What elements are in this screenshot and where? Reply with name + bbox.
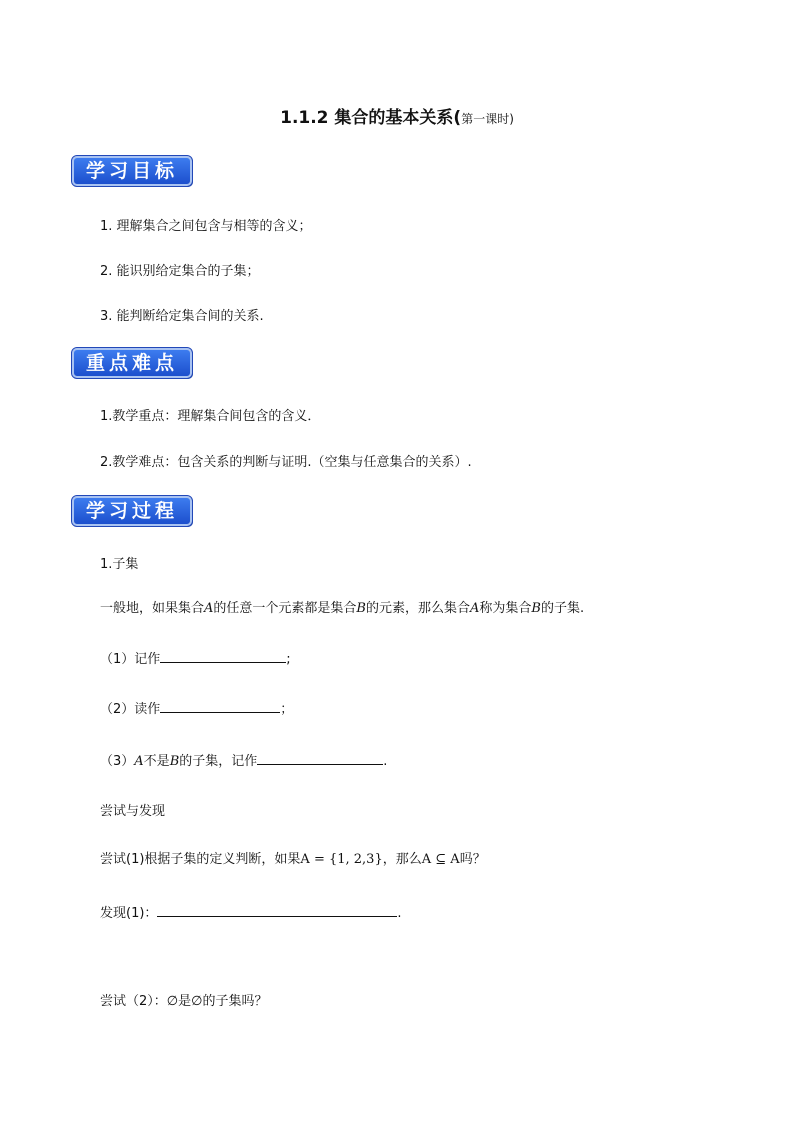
- try-text: ，那么: [382, 852, 422, 867]
- title-main: 1.1.2 集合的基本关系(: [280, 108, 462, 128]
- definition-text-5: 的子集.: [540, 601, 585, 616]
- try-text: 尝试(1)根据子集的定义判断，如果: [100, 852, 301, 867]
- set-a-symbol: A: [204, 601, 214, 616]
- fill-label: （2）读作: [100, 702, 161, 717]
- section-heading-goals: 学习目标: [72, 156, 192, 186]
- answer-blank[interactable]: [160, 700, 280, 713]
- fill-end: ;: [286, 652, 291, 667]
- empty-set-symbol: ∅: [191, 994, 203, 1009]
- try-heading: 尝试与发现: [100, 804, 166, 819]
- discover-label: 发现(1)：: [100, 906, 158, 921]
- set-expression: A = {1, 2,3}: [300, 852, 383, 867]
- discover-end: .: [397, 906, 402, 921]
- empty-set-symbol: ∅: [166, 994, 179, 1009]
- try-1: [100, 848, 486, 867]
- try-text: 的子集吗？: [202, 994, 268, 1009]
- fill-end: ；: [280, 702, 294, 717]
- section-heading-process: 学习过程: [72, 496, 192, 526]
- goal-item-1: 1. 理解集合之间包含与相等的含义；: [100, 219, 312, 234]
- key-point-1: 1.教学重点：理解集合间包含的含义．: [100, 409, 321, 424]
- fill-item-not-subset: [100, 750, 387, 769]
- fill-item-notation: [100, 648, 291, 667]
- try-text: 是: [178, 994, 192, 1009]
- set-a-symbol: A: [470, 601, 480, 616]
- fill-prefix: （3）: [100, 754, 135, 769]
- title-sub: 第一课时): [461, 112, 514, 126]
- goal-item-2: 2. 能识别给定集合的子集；: [100, 264, 260, 279]
- fill-end: .: [383, 754, 388, 769]
- definition-text-1: 一般地，如果集合: [100, 601, 205, 616]
- subset-title: 1.子集: [100, 557, 139, 572]
- discover-1: [100, 902, 402, 921]
- definition-text-2: 的任意一个元素都是集合: [213, 601, 357, 616]
- definition-text-3: 的元素，那么集合: [365, 601, 470, 616]
- goal-item-3: 3. 能判断给定集合间的关系.: [100, 309, 264, 324]
- set-b-symbol: B: [169, 754, 180, 769]
- try-2: [100, 990, 267, 1009]
- section-heading-key-points: 重点难点: [72, 348, 192, 378]
- subset-definition: [100, 597, 584, 616]
- try-text: 尝试（2）：: [100, 994, 167, 1009]
- subset-expression: A ⊆ A: [421, 852, 460, 867]
- page-title: [0, 103, 794, 128]
- key-point-2: 2.教学难点：包含关系的判断与证明.（空集与任意集合的关系）.: [100, 455, 472, 470]
- answer-blank[interactable]: [160, 650, 286, 663]
- fill-item-reading: [100, 698, 293, 717]
- fill-label: （1）记作: [100, 652, 161, 667]
- answer-blank[interactable]: [257, 752, 383, 765]
- set-b-symbol: B: [356, 601, 366, 616]
- fill-text: 不是: [143, 754, 170, 769]
- set-b-symbol: B: [531, 601, 541, 616]
- try-text: 吗？: [459, 852, 486, 867]
- definition-text-4: 称为集合: [479, 601, 532, 616]
- set-a-symbol: A: [134, 754, 144, 769]
- answer-blank[interactable]: [157, 904, 397, 917]
- fill-text: 的子集，记作: [179, 754, 258, 769]
